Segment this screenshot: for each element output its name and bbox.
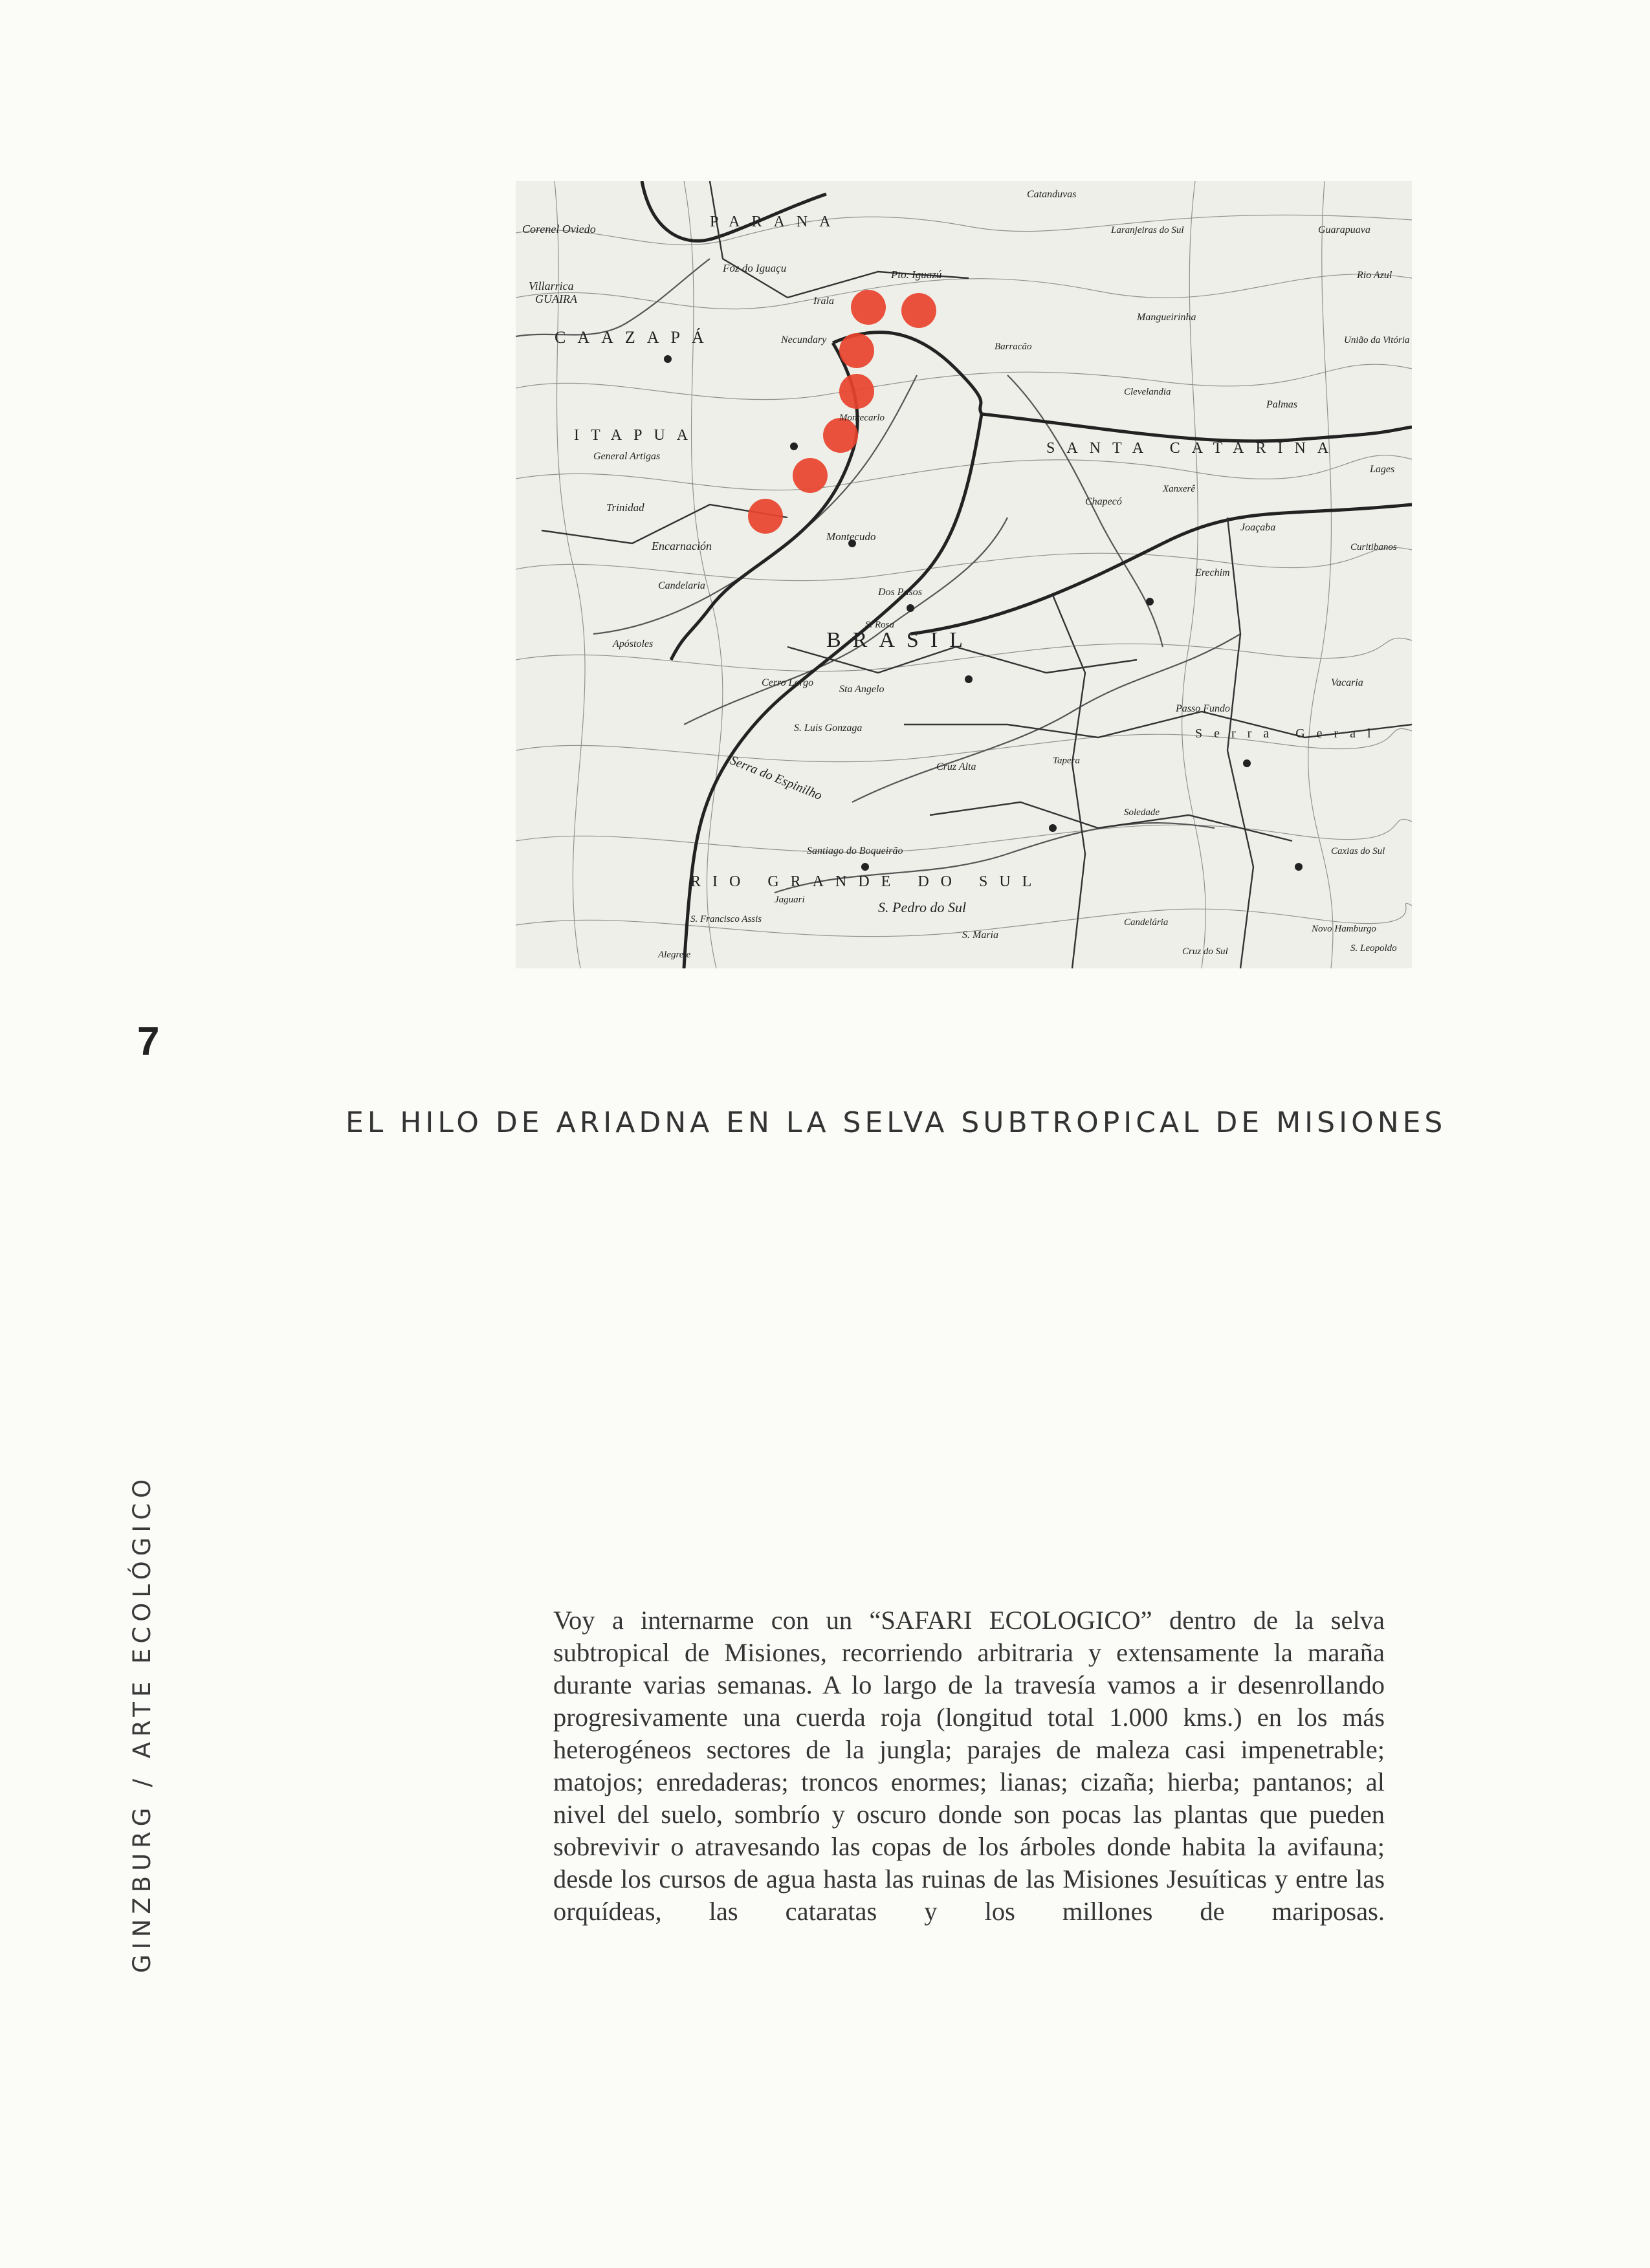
spine-separator: / [128, 1774, 156, 1787]
map-label: ITAPUA [574, 427, 700, 444]
map-label: Irala [813, 296, 834, 307]
map-label: Tapera [1053, 756, 1080, 766]
map-label: União da Vitória [1344, 335, 1410, 345]
map-label: Villarrica [529, 279, 574, 292]
map-label: Curitibanos [1350, 542, 1397, 552]
map-label: Pto. Iguazú [891, 268, 942, 281]
map-label: General Artigas [593, 451, 661, 462]
map-label: CAAZAPÁ [555, 328, 716, 347]
map-label: Caxias do Sul [1331, 846, 1385, 856]
map-label: SANTA CATARINA [1046, 440, 1341, 457]
map-label: PARANA [710, 213, 842, 230]
map-label: Corenel Oviedo [522, 223, 596, 235]
map-label: Passo Fundo [1176, 703, 1230, 714]
map-label: Palmas [1266, 399, 1297, 410]
map-label: Montecarlo [839, 413, 885, 423]
map-label: Joaçaba [1240, 522, 1276, 533]
route-marker [793, 458, 828, 493]
map-label: Candelária [1124, 917, 1169, 928]
spine-caption [128, 1474, 156, 1973]
map-label: Candelaria [658, 580, 705, 591]
route-marker [748, 499, 783, 534]
route-marker [901, 293, 936, 328]
article-title: EL HILO DE ARIADNA EN LA SELVA SUBTROPICAL DE MISIONES [346, 1106, 1447, 1139]
map-label: Barracão [995, 342, 1032, 352]
map-label: Novo Hamburgo [1312, 924, 1376, 934]
map-label: Lages [1370, 464, 1395, 475]
route-marker [839, 333, 874, 368]
route-map [516, 181, 1412, 968]
map-label: Sta Angelo [839, 684, 885, 695]
map-label: Dos Pasos [878, 587, 923, 598]
map-label: Chapecó [1085, 496, 1122, 507]
map-label: Laranjeiras do Sul [1111, 225, 1184, 235]
map-label: Santiago do Boqueirão [807, 845, 903, 856]
map-label: RIO GRANDE DO SUL [690, 873, 1044, 890]
body-paragraph: Voy a internarme con un “SAFARI ECOLOGICO” dentro de la selva subtropical de Misiones, recorriendo arbitraria y extensamente la maraña durante varias semanas. A lo largo de la travesía vamos a ir desenrollando progresivamente una cuerda roja (longitud total 1.000 kms.) en los más heterogéneos sectores de la jungla; parajes de maleza casi impenetrable; matojos; enredaderas; troncos enormes; lianas; cizaña; hierba; pantanos; al nivel del suelo, sombrío y oscuro donde son pocas las plantas que pueden sobrevivir o atravesando las copas de los árboles donde habita la avifauna; desde los cursos de agua hasta las ruinas de las Misiones Jesuíticas y entre las orquídeas, las cataratas y los millones de mariposas. [553, 1606, 1385, 1926]
map-label: Clevelandia [1124, 387, 1171, 397]
route-marker [823, 418, 858, 453]
map-label: Serra do Espinilho [728, 753, 824, 803]
map-label: Apóstoles [613, 638, 654, 649]
map-label: Xanxerê [1163, 484, 1195, 494]
map-label: Cerro Largo [762, 677, 814, 688]
map-label: S. Rosa [865, 620, 894, 630]
map-label: Montecudo [826, 530, 876, 543]
route-marker [851, 290, 886, 325]
spine-book-title: ARTE ECOLÓGICO [128, 1474, 156, 1759]
map-label: S. Maria [962, 930, 998, 941]
map-label: Necundary [781, 334, 827, 345]
map-label: Alegrete [658, 950, 691, 960]
map-label: S. Luis Gonzaga [794, 723, 863, 734]
map-label: Trinidad [606, 501, 644, 514]
map-label: Guarapuava [1318, 224, 1370, 235]
map-label: Catanduvas [1027, 189, 1077, 200]
page-number: 7 [137, 1020, 160, 1064]
map-label: S. Francisco Assis [690, 914, 762, 924]
map-label: Cruz Alta [936, 761, 976, 772]
map-label: Jaguari [775, 895, 805, 905]
map-label: Vacaria [1331, 677, 1363, 688]
map-label: Erechim [1195, 567, 1230, 578]
map-label: Encarnación [652, 540, 712, 552]
map-label: Soledade [1124, 807, 1160, 818]
map-label: Mangueirinha [1137, 312, 1196, 323]
map-label: Foz do Iguaçu [723, 262, 787, 274]
map-label: BRASIL [826, 628, 974, 652]
map-label: Serra Geral [1195, 726, 1383, 741]
route-marker [839, 374, 874, 409]
spine-author: GINZBURG [128, 1802, 156, 1973]
map-label: Cruz do Sul [1182, 946, 1228, 957]
map-label: Rio Azul [1357, 270, 1392, 281]
map-label: GUAIRA [535, 292, 577, 305]
map-label: S. Pedro do Sul [878, 899, 967, 915]
map-figure [516, 181, 1412, 968]
map-label: S. Leopoldo [1350, 943, 1397, 954]
